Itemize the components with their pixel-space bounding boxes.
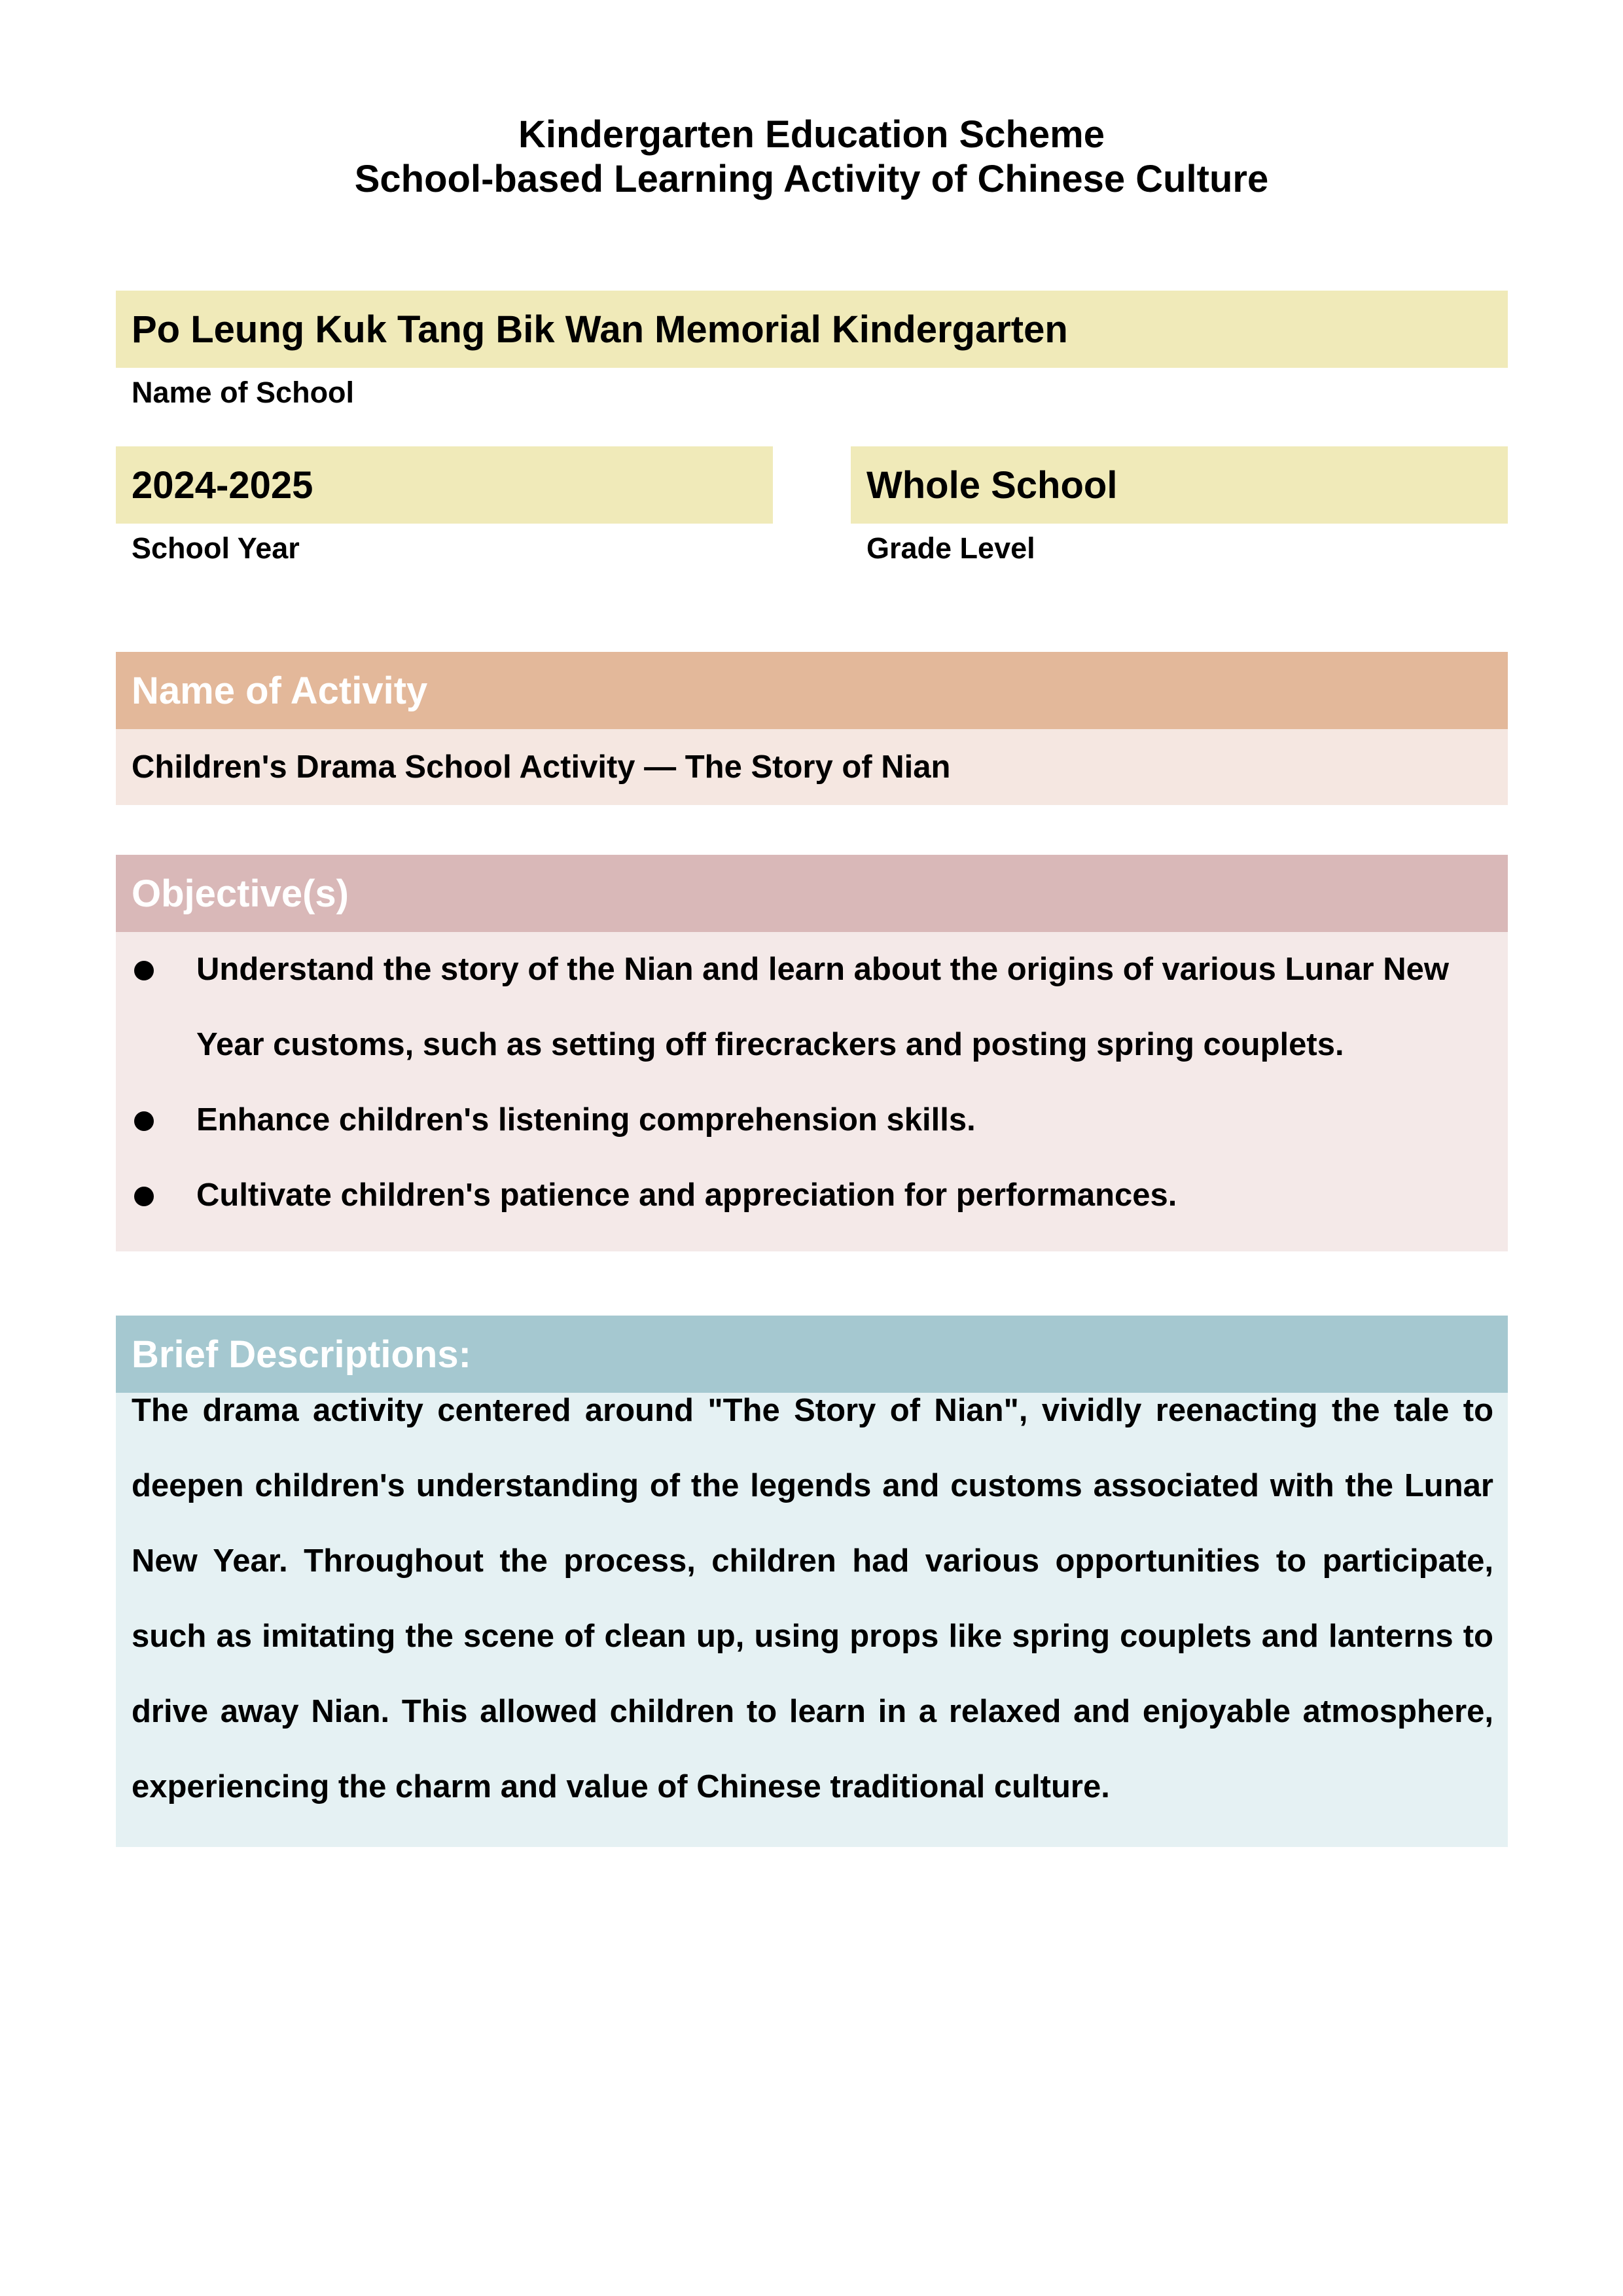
description-body <box>116 1393 1508 1847</box>
activity-name: Children's Drama School Activity — The Story of Nian <box>132 749 951 785</box>
grade-level-value: Whole School <box>866 463 1118 507</box>
school-name-value: Po Leung Kuk Tang Bik Wan Memorial Kindergarten <box>132 308 1068 351</box>
title-line-1: Kindergarten Education Scheme <box>518 113 1105 156</box>
school-name-field <box>116 291 1508 368</box>
activity-header <box>116 652 1508 729</box>
bullet-icon <box>134 961 154 980</box>
document-title <box>0 113 1623 202</box>
objectives-list <box>116 932 1508 1233</box>
school-year-value: 2024-2025 <box>132 463 313 507</box>
objective-text: Understand the story of the Nian and learn about the origins of various Lunar New Year customs, such as setting off firecrackers and posting spring couplets. <box>196 952 1449 1062</box>
objective-text: Enhance children's listening comprehension skills. <box>196 1102 976 1138</box>
school-year-field <box>116 446 773 524</box>
objectives-body <box>116 932 1508 1251</box>
objectives-header <box>116 855 1508 932</box>
bullet-icon <box>134 1111 154 1131</box>
bullet-icon <box>134 1187 154 1206</box>
objective-item <box>116 932 1508 1083</box>
school-name-label: Name of School <box>132 376 355 409</box>
objective-item <box>116 1083 1508 1158</box>
activity-heading: Name of Activity <box>132 669 428 712</box>
grade-level-label: Grade Level <box>866 531 1035 565</box>
school-year-label: School Year <box>132 531 300 565</box>
title-line-2: School-based Learning Activity of Chinese Culture <box>354 158 1269 200</box>
objectives-heading: Objective(s) <box>132 872 349 915</box>
objective-item <box>116 1158 1508 1233</box>
objective-text: Cultivate children's patience and appreciation for performances. <box>196 1177 1177 1213</box>
activity-body <box>116 729 1508 805</box>
description-heading: Brief Descriptions: <box>132 1333 471 1376</box>
grade-level-field <box>851 446 1508 524</box>
description-text: The drama activity centered around "The Story of Nian", vividly reenacting the tale to deepen children's understanding of the legends and customs associated with the Lunar New Year. Throughout the process, children had various opportunities to participate, such as imitating the scene of clean up, using props like spring couplets and lanterns to drive away Nian. This allowed children to learn in a relaxed and enjoyable atmosphere, experiencing the charm and value of Chinese traditional culture. <box>132 1393 1493 1804</box>
